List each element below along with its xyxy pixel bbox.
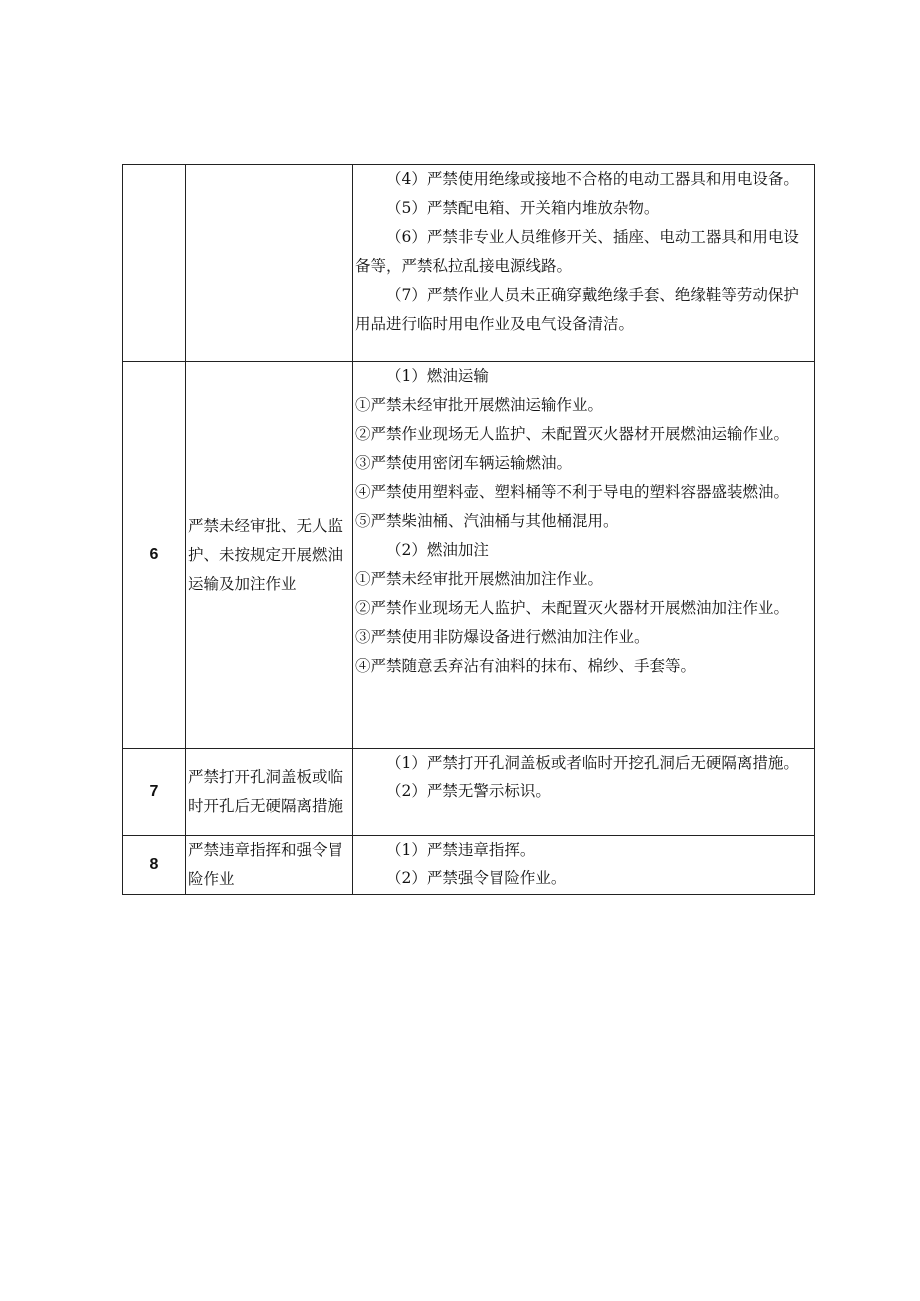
- list-item: ③严禁使用非防爆设备进行燃油加注作业。: [355, 628, 650, 646]
- list-item: ①严禁未经审批开展燃油运输作业。: [355, 396, 604, 414]
- content-clip: [353, 165, 814, 361]
- list-item: ①严禁未经审批开展燃油加注作业。: [355, 570, 604, 588]
- list-item: （7）严禁作业人员未正确穿戴绝缘手套、绝缘鞋等劳动保护用品进行临时用电作业及电气设备清洁。: [355, 286, 799, 333]
- row-number: 6: [123, 362, 186, 749]
- list-item: ③严禁使用密闭车辆运输燃油。: [355, 454, 573, 472]
- table-row: [123, 362, 815, 749]
- section-heading: （2）燃油加注: [386, 541, 489, 559]
- row-content: [353, 362, 815, 749]
- row-title: 严禁打开孔洞盖板或临时开孔后无硬隔离措施: [186, 749, 353, 836]
- row-number: 7: [123, 749, 186, 836]
- list-item: ⑤严禁柴油桶、汽油桶与其他桶混用。: [355, 512, 619, 530]
- row-content: [353, 836, 815, 895]
- list-item: ④严禁使用塑料壶、塑料桶等不利于导电的塑料容器盛装燃油。: [355, 483, 790, 501]
- table-row: [123, 836, 815, 895]
- list-item: （2）严禁无警示标识。: [386, 782, 551, 800]
- row-number: [123, 165, 186, 362]
- list-item: （1）严禁违章指挥。: [386, 841, 536, 859]
- list-item: （6）严禁非专业人员维修开关、插座、电动工器具和用电设备等，严禁私拉乱接电源线路。: [355, 228, 799, 275]
- row-title: [186, 165, 353, 362]
- row-content: [353, 749, 815, 836]
- table-row: [123, 749, 815, 836]
- rules-table: [122, 164, 815, 895]
- list-item: （2）严禁强令冒险作业。: [386, 869, 567, 887]
- list-item: （5）严禁配电箱、开关箱内堆放杂物。: [386, 199, 660, 217]
- list-item: （4）严禁使用绝缘或接地不合格的电动工器具和用电设备。: [386, 170, 799, 188]
- row-title: 严禁未经审批、无人监护、未按规定开展燃油运输及加注作业: [186, 362, 353, 749]
- row-content: [353, 165, 815, 362]
- list-item: ②严禁作业现场无人监护、未配置灭火器材开展燃油运输作业。: [355, 425, 790, 443]
- list-item: ②严禁作业现场无人监护、未配置灭火器材开展燃油加注作业。: [355, 599, 790, 617]
- row-number: 8: [123, 836, 186, 895]
- list-item: ④严禁随意丢弃沾有油料的抹布、棉纱、手套等。: [355, 657, 697, 675]
- table-row: [123, 165, 815, 362]
- list-item: （1）严禁打开孔洞盖板或者临时开挖孔洞后无硬隔离措施。: [386, 754, 799, 772]
- section-heading: （1）燃油运输: [386, 367, 489, 385]
- row-title: 严禁违章指挥和强令冒险作业: [186, 836, 353, 895]
